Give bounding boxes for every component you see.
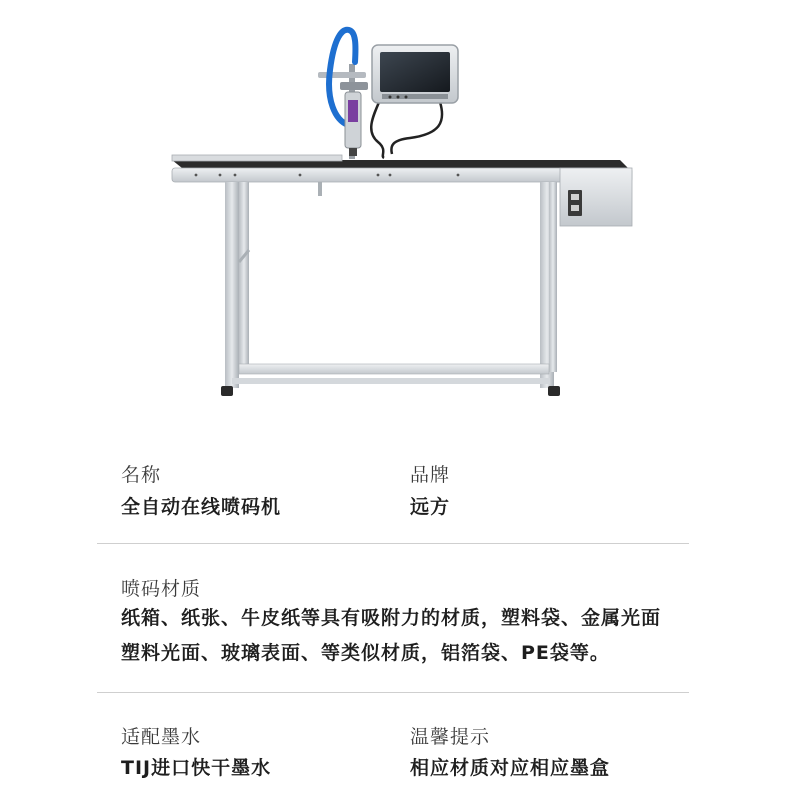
- cable: [371, 100, 384, 158]
- brand-label: 品牌: [410, 464, 451, 486]
- tip-label: 温馨提示: [410, 726, 491, 748]
- ink-value: TIJ进口快干墨水: [121, 757, 272, 779]
- control-box: [560, 168, 632, 226]
- material-label: 喷码材质: [121, 578, 202, 600]
- brand-value: 远方: [410, 496, 451, 518]
- cable: [391, 102, 442, 154]
- name-label: 名称: [121, 464, 162, 486]
- control-screen: [372, 45, 458, 103]
- material-line-2: 塑料光面、玻璃表面、等类似材质，铝箔袋、PE袋等。: [121, 642, 610, 664]
- ink-label: 适配墨水: [121, 726, 202, 748]
- divider: [97, 543, 689, 544]
- tip-value: 相应材质对应相应墨盒: [410, 757, 611, 779]
- print-head: [345, 92, 361, 156]
- frame-stand: [221, 182, 560, 396]
- material-line-1: 纸箱、纸张、牛皮纸等具有吸附力的材质，塑料袋、金属光面: [121, 607, 662, 629]
- divider: [97, 692, 689, 693]
- name-value: 全自动在线喷码机: [121, 496, 282, 518]
- material-value: [121, 601, 741, 671]
